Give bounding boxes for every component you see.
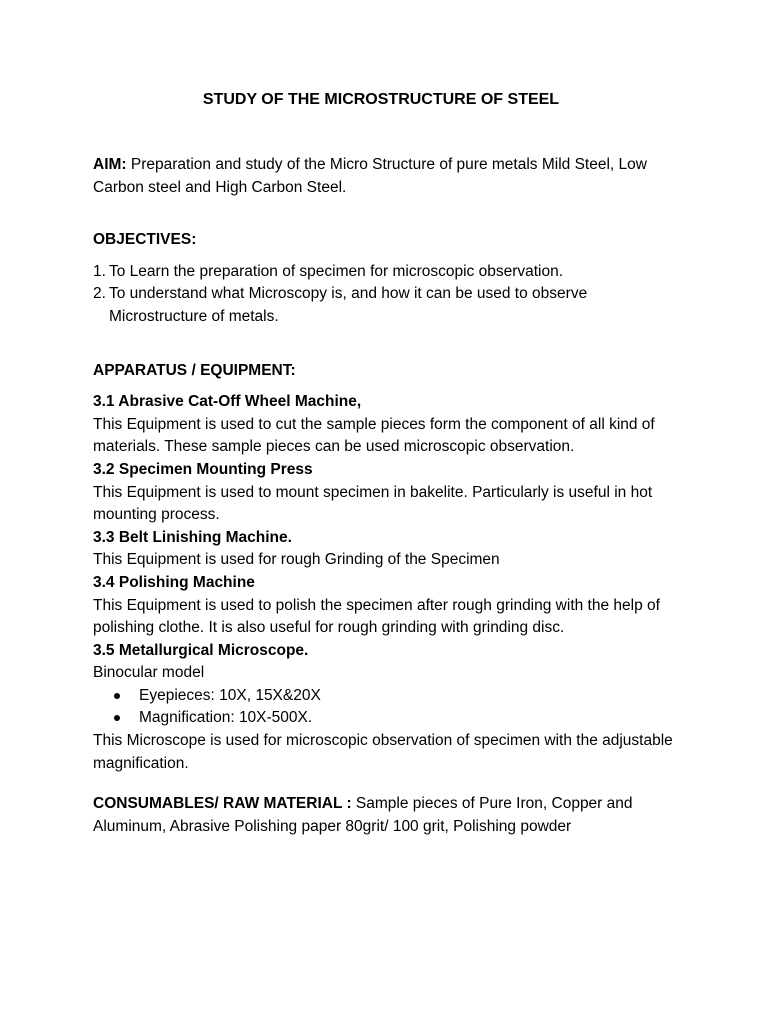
document-title: STUDY OF THE MICROSTRUCTURE OF STEEL [202,91,560,108]
section-heading: 3.1 Abrasive Cat-Off Wheel Machine, [93,393,362,411]
section-heading: 3.3 Belt Linishing Machine. [93,528,292,546]
consumables-paragraph [93,793,683,838]
section-heading: 3.5 Metallurgical Microscope. [93,641,309,659]
objectives-heading: OBJECTIVES: [93,231,197,249]
objective-number: 1. [93,262,106,280]
apparatus-section [93,527,683,572]
spec-item [93,707,683,730]
apparatus-section [93,459,683,527]
spec-text: Eyepieces: 10X, 15X&20X [139,686,321,704]
apparatus-section [93,391,683,459]
section-heading: 3.4 Polishing Machine [93,573,255,591]
apparatus-heading: APPARATUS / EQUIPMENT: [93,361,296,379]
objective-number: 2. [93,285,106,303]
consumables-text: Sample pieces of Pure Iron, Copper and Aluminum, Abrasive Polishing paper 80grit/ 100 grit, Polishing powder [93,795,633,835]
spec-text: Magnification: 10X-500X. [139,709,313,727]
aim-text: Preparation and study of the Micro Structure of pure metals Mild Steel, Low Carbon steel and High Carbon Steel. [93,156,647,196]
section-text: This Equipment is used for rough Grinding of the Specimen [93,551,500,569]
section-text: This Equipment is used to mount specimen in bakelite. Particularly is useful in hot mounting process. [93,483,653,524]
objective-text: To Learn the preparation of specimen for microscopic observation. [109,262,564,280]
microscope-model: Binocular model [93,664,205,682]
apparatus-section [93,640,683,776]
aim-label: AIM: [93,156,127,173]
document-body [93,89,683,838]
section-text: This Microscope is used for microscopic observation of specimen with the adjustable magnification. [93,732,673,772]
objective-text: To understand what Microscopy is, and how it can be used to observe Microstructure of metals. [109,285,588,325]
aim-paragraph [93,154,683,199]
bullet-icon [114,715,120,721]
section-heading: 3.2 Specimen Mounting Press [93,460,313,478]
microscope-spec-list [93,685,683,730]
objectives-list [93,261,683,329]
spec-item [93,685,683,708]
section-text: This Equipment is used to cut the sample pieces form the component of all kind of materials. These sample pieces can be used microscopic observation. [93,415,655,456]
section-text: This Equipment is used to polish the specimen after rough grinding with the help of polishing clothe. It is also useful for rough grinding with grinding disc. [93,596,660,637]
bullet-icon [114,693,120,699]
consumables-label: CONSUMABLES/ RAW MATERIAL : [93,795,352,813]
objective-item [93,283,683,328]
objective-item [93,261,683,284]
apparatus-section [93,572,683,640]
